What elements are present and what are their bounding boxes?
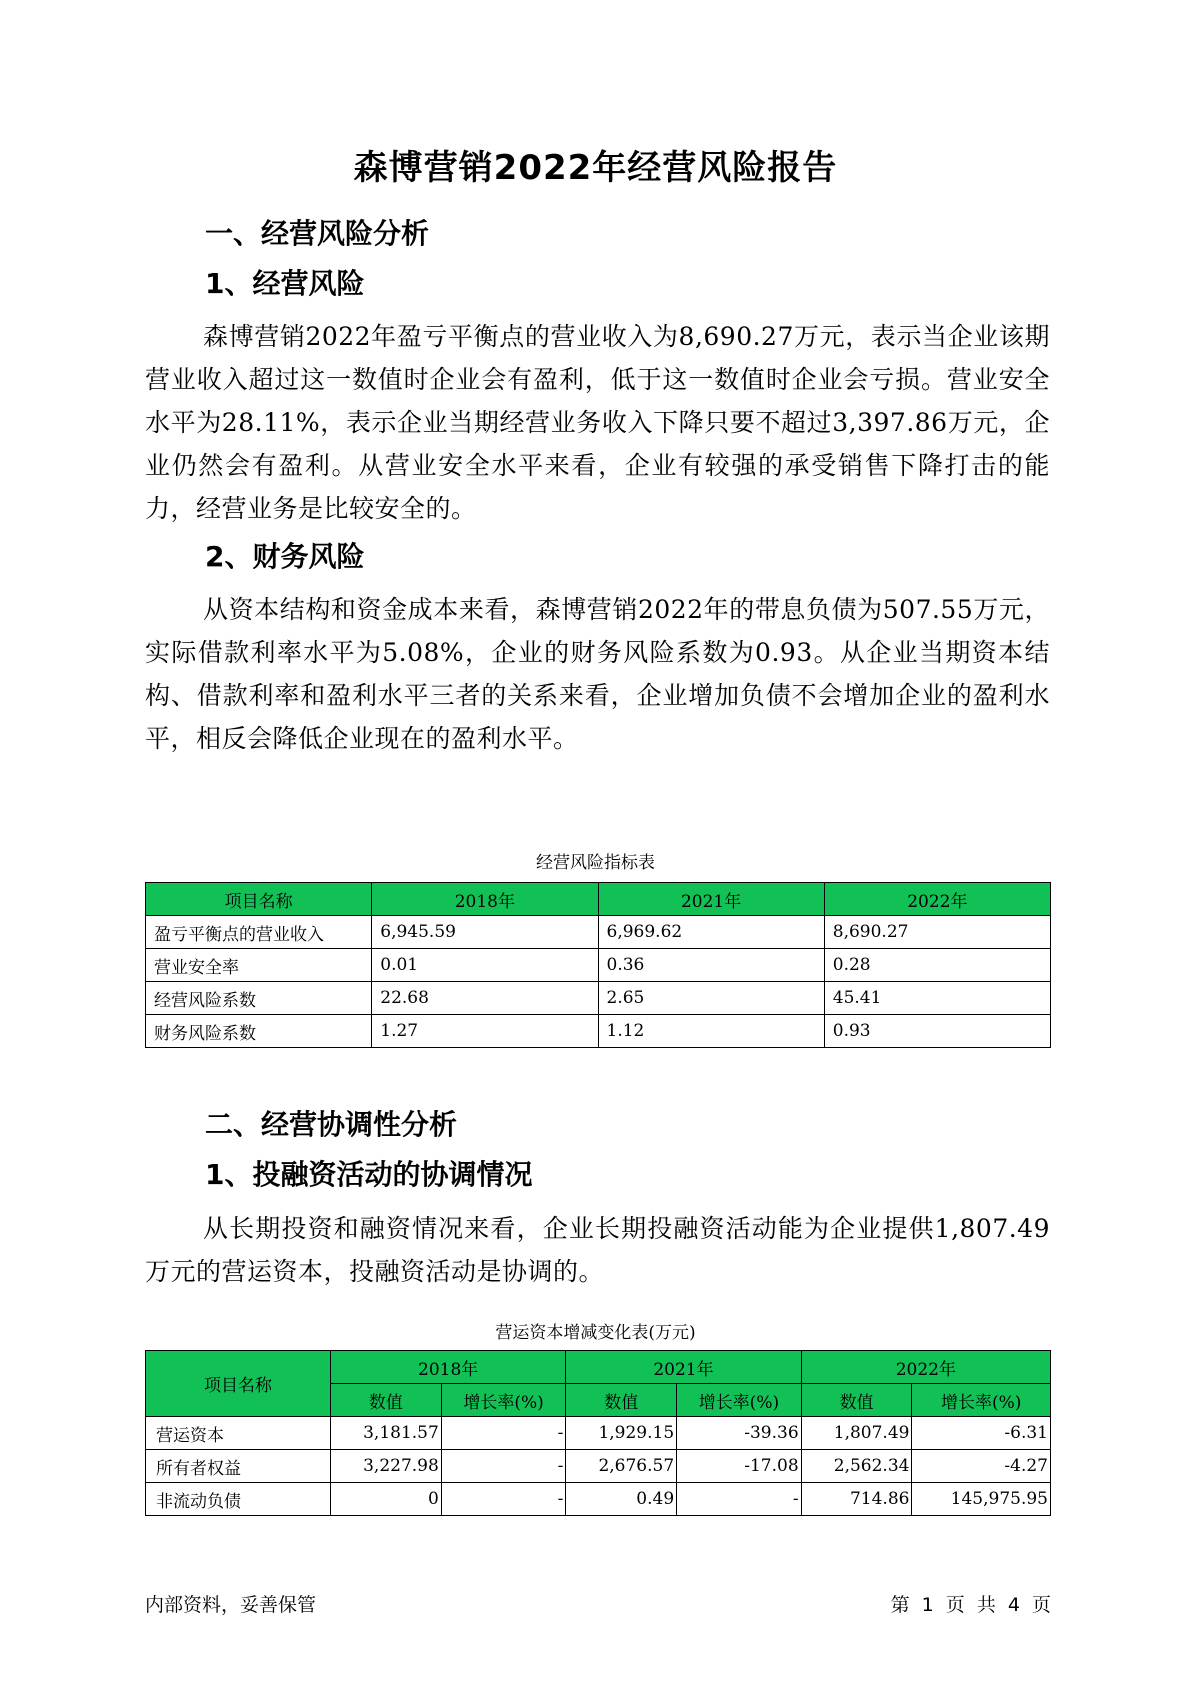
table-header-cell: 2022年: [824, 883, 1050, 916]
table-cell: 22.68: [372, 982, 598, 1015]
table-cell: 1.27: [372, 1015, 598, 1048]
footer-page-number: 第 1 页 共 4 页: [890, 1594, 1051, 1616]
investment-financing-paragraph: 从长期投资和融资情况来看，企业长期投融资活动能为企业提供1,807.49万元的营运资本，投融资活动是协调的。: [145, 1214, 1050, 1286]
section1-heading: 一、经营风险分析: [205, 217, 430, 250]
table-cell: 145,975.95: [912, 1483, 1051, 1516]
table-cell: -: [677, 1483, 802, 1516]
table-cell: 6,969.62: [598, 916, 824, 949]
financial-risk-paragraph: 从资本结构和资金成本来看，森博营销2022年的带息负债为507.55万元，实际借款利率水平为5.08%，企业的财务风险系数为0.93。从企业当期资本结构、借款利率和盈利水平三者的关系来看，企业增加负债不会增加企业的盈利水平，相反会降低企业现在的盈利水平。: [145, 595, 1050, 753]
table-cell: -17.08: [677, 1450, 802, 1483]
table-cell: -6.31: [912, 1417, 1051, 1450]
table-row: [146, 1015, 1051, 1048]
table-cell: -39.36: [677, 1417, 802, 1450]
operating-risk-paragraph: 森博营销2022年盈亏平衡点的营业收入为8,690.27万元，表示当企业该期营业收入超过这一数值时企业会有盈利，低于这一数值时企业会亏损。营业安全水平为28.11%，表示企业当期经营业务收入下降只要不超过3,397.86万元，企业仍然会有盈利。从营业安全水平来看，企业有较强的承受销售下降打击的能力，经营业务是比较安全的。: [145, 322, 1050, 523]
table-cell: 0.49: [566, 1483, 677, 1516]
table-row: [146, 1450, 1051, 1483]
table-row: [146, 949, 1051, 982]
table-cell: 714.86: [801, 1483, 912, 1516]
table-header-cell: 数值: [331, 1384, 442, 1417]
table-cell: 8,690.27: [824, 916, 1050, 949]
table-header-row: [146, 1351, 1051, 1384]
table-cell: 2,676.57: [566, 1450, 677, 1483]
working-capital-table: [145, 1350, 1051, 1516]
table-row: [146, 916, 1051, 949]
section1-sub1-heading: 1、经营风险: [205, 267, 365, 300]
table-cell: 2.65: [598, 982, 824, 1015]
table-cell: 0.36: [598, 949, 824, 982]
table-cell: 盈亏平衡点的营业收入: [146, 916, 372, 949]
table-cell: 2,562.34: [801, 1450, 912, 1483]
table-header-cell: 2021年: [598, 883, 824, 916]
table-cell: 经营风险系数: [146, 982, 372, 1015]
table-header-cell: 增长率(%): [912, 1384, 1051, 1417]
working-capital-table-caption: 营运资本增减变化表(万元): [495, 1323, 696, 1343]
table-header-cell: 数值: [566, 1384, 677, 1417]
table-cell: 6,945.59: [372, 916, 598, 949]
table-cell: 所有者权益: [146, 1450, 331, 1483]
table-header-cell: 2018年: [331, 1351, 566, 1384]
table-cell: 1.12: [598, 1015, 824, 1048]
section1-sub2-heading: 2、财务风险: [205, 540, 365, 573]
table-cell: 0.28: [824, 949, 1050, 982]
footer-confidential-note: 内部资料，妥善保管: [145, 1594, 317, 1616]
table-cell: -4.27: [912, 1450, 1051, 1483]
table-header-cell: 项目名称: [146, 1351, 331, 1417]
table-cell: 1,807.49: [801, 1417, 912, 1450]
table-header-cell: 增长率(%): [441, 1384, 566, 1417]
table-cell: 3,181.57: [331, 1417, 442, 1450]
section2-sub1-heading: 1、投融资活动的协调情况: [205, 1158, 533, 1191]
table-cell: 45.41: [824, 982, 1050, 1015]
table-cell: 1,929.15: [566, 1417, 677, 1450]
table-cell: 3,227.98: [331, 1450, 442, 1483]
table-header-cell: 2018年: [372, 883, 598, 916]
section2-heading: 二、经营协调性分析: [205, 1108, 458, 1141]
table-cell: -: [441, 1450, 566, 1483]
table-header-cell: 数值: [801, 1384, 912, 1417]
table-row: [146, 982, 1051, 1015]
table-cell: -: [441, 1483, 566, 1516]
table-cell: 0.93: [824, 1015, 1050, 1048]
table-header-cell: 2021年: [566, 1351, 801, 1384]
table-header-cell: 2022年: [801, 1351, 1050, 1384]
table-cell: 非流动负债: [146, 1483, 331, 1516]
report-title: 森博营销2022年经营风险报告: [353, 148, 838, 188]
table-cell: 0.01: [372, 949, 598, 982]
table-row: [146, 1483, 1051, 1516]
table-header-row: [146, 883, 1051, 916]
table-row: [146, 1417, 1051, 1450]
table-header-cell: 项目名称: [146, 883, 372, 916]
table-cell: 营业安全率: [146, 949, 372, 982]
table-cell: 营运资本: [146, 1417, 331, 1450]
table-header-cell: 增长率(%): [677, 1384, 802, 1417]
risk-indicator-table: [145, 882, 1051, 1048]
table-cell: 财务风险系数: [146, 1015, 372, 1048]
risk-table-caption: 经营风险指标表: [536, 853, 655, 873]
table-cell: -: [441, 1417, 566, 1450]
table-cell: 0: [331, 1483, 442, 1516]
